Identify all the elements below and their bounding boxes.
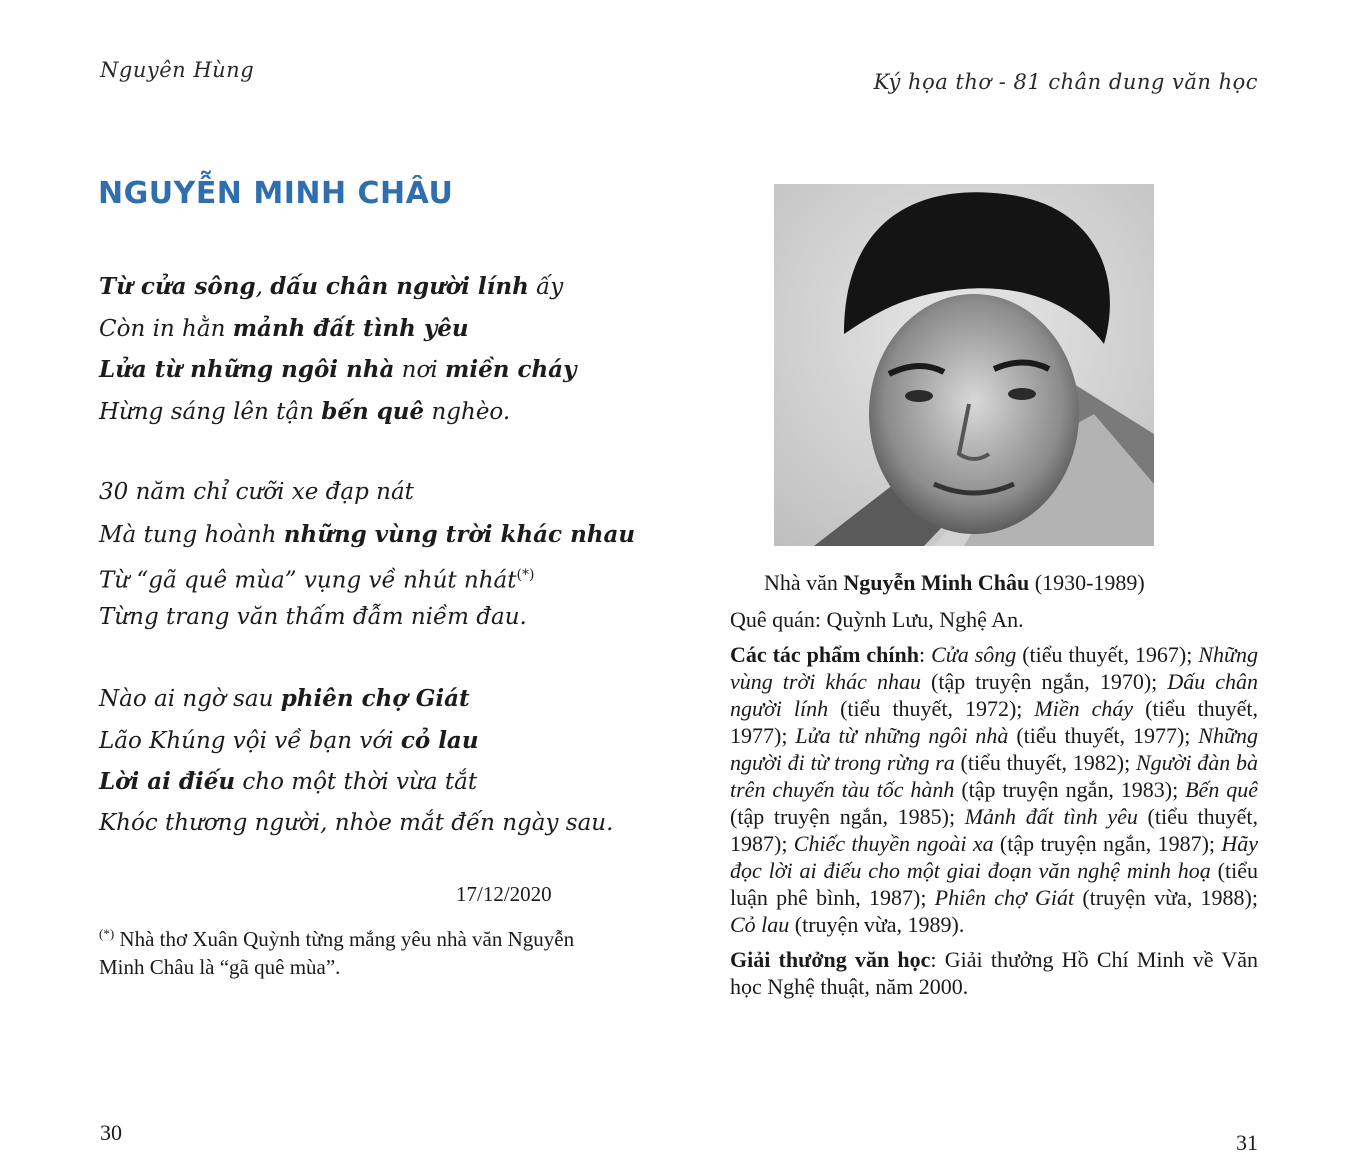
bio-text-run: (tiểu thuyết, 1987); (730, 804, 1259, 856)
bio-text-run: Phiên chợ Giát (934, 885, 1075, 910)
poem-line (99, 761, 619, 803)
page-number-left: 30 (100, 1120, 122, 1145)
poem-line (99, 678, 619, 720)
bio-text-run: Giải thưởng văn học (730, 947, 931, 972)
bio-text-run: (tiểu thuyết, 1977); (730, 696, 1258, 748)
poem-text-run: nghèo. (424, 398, 511, 425)
poem-text-run: Khóc thương người, nhòe mắt đến ngày sau. (99, 809, 614, 836)
poem-text-run: Hừng sáng lên tận (99, 398, 322, 425)
poem-line (99, 266, 619, 308)
bio-text-run: (tập truyện ngắn, 1985); (730, 804, 965, 829)
poem-body (99, 266, 636, 884)
poem-text-run: Từ “gã quê mùa” vụng về nhút nhát (99, 567, 517, 594)
poem-stanza (99, 678, 619, 844)
footnote-mark: (*) (99, 926, 115, 941)
poem-line (99, 720, 619, 762)
poem-stanza (99, 472, 636, 638)
poem-line (99, 597, 619, 639)
poem-text-run: Lửa từ những ngôi nhà (99, 356, 395, 383)
poem-text-run: miền cháy (445, 356, 577, 383)
bio-text-run: (truyện vừa, 1988); (1074, 885, 1259, 910)
poem-text-run: cho một thời vừa tắt (235, 769, 478, 795)
caption-text-run: (1930-1989) (1029, 570, 1145, 595)
bio-text-run: (tiểu thuyết, 1982); (954, 750, 1136, 775)
poem-text-run: Lão Khúng vội về bạn với (99, 727, 401, 754)
bio-text-run: : (918, 642, 932, 667)
poem-text-run: những vùng trời khác nhau (283, 520, 636, 548)
bio-text-run: (tập truyện ngắn, 1983); (954, 777, 1186, 802)
bio-text-run: Những vùng trời khác nhau (730, 642, 1258, 694)
poem-text-run: 30 năm chỉ cưỡi xe đạp nát (99, 479, 414, 505)
caption-text-run: Nhà văn (764, 570, 844, 595)
footnote-text: Nhà thơ Xuân Quỳnh từng mắng yêu nhà văn Nguyễn Minh Châu là “gã quê mùa”. (99, 927, 575, 979)
running-header-author: Nguyên Hùng (100, 58, 255, 82)
bio-text-run: (tập truyện ngắn, 1970); (920, 669, 1168, 694)
bio-text-run: Miền cháy (1034, 696, 1134, 721)
poem-text-run: , (255, 274, 271, 300)
bio-paragraph (730, 606, 1258, 633)
portrait-illustration (774, 184, 1154, 546)
poem-line (99, 472, 619, 514)
poem-text-run: Từng trang văn thấm đẫm niềm đau. (99, 603, 527, 630)
bio-text-run: (tiểu luận phê bình, 1987); (730, 858, 1258, 910)
bio-text-run: (truyện vừa, 1989). (789, 912, 965, 937)
running-header-book-title: Ký họa thơ - 81 chân dung văn học (873, 70, 1258, 94)
footnote (99, 920, 599, 981)
poem-text-run: Lời ai điếu (99, 768, 236, 795)
bio-text-run: (tiểu thuyết, 1972); (828, 696, 1035, 721)
poem-line (99, 514, 636, 556)
bio-text-run: Người đàn bà trên chuyến tàu tốc hành (730, 750, 1258, 802)
poem-text-run: Mà tung hoành (99, 521, 284, 548)
poem-text-run: bến quê (321, 397, 425, 425)
poem-line (99, 391, 619, 433)
poem-text-run: dấu chân người lính (270, 273, 529, 300)
poem-text-run: Còn in hằn (99, 315, 233, 342)
poem-text-run: (*) (516, 567, 535, 583)
poem-text-run: Từ cửa sông (99, 273, 256, 300)
author-bio (730, 606, 1258, 1008)
bio-text-run: Quê quán: Quỳnh Lưu, Nghệ An. (730, 607, 1024, 632)
poem-line (99, 308, 619, 350)
poem-title: NGUYỄN MINH CHÂU (98, 176, 454, 211)
portrait-caption (764, 570, 1145, 596)
poem-line (99, 349, 619, 391)
bio-text-run: Lửa từ những ngôi nhà (795, 723, 1009, 748)
bio-text-run: Cỏ lau (730, 912, 790, 937)
poem-line (99, 803, 619, 845)
poem-line (99, 555, 619, 597)
page-number-right: 31 (1236, 1130, 1258, 1155)
bio-text-run: Dấu chân người lính (730, 669, 1259, 721)
poem-text-run: nơi (394, 357, 446, 383)
poem-date: 17/12/2020 (456, 882, 552, 906)
poem-stanza (99, 266, 619, 432)
poem-text-run: ấy (528, 274, 564, 300)
bio-text-run: Những người đi từ trong rừng ra (730, 723, 1258, 775)
poem-text-run: cỏ lau (400, 726, 479, 754)
bio-text-run: Bến quê (1185, 777, 1258, 802)
bio-text-run: Các tác phẩm chính (730, 642, 919, 667)
poem-text-run: mảnh đất tình yêu (232, 314, 469, 342)
author-portrait-photo (774, 184, 1154, 546)
bio-text-run: Mảnh đất tình yêu (964, 804, 1138, 829)
bio-text-run: (tập truyện ngắn, 1987); (993, 831, 1222, 856)
bio-paragraph (730, 641, 1258, 938)
poem-text-run: phiên chợ Giát (280, 685, 470, 712)
bio-text-run: (tiểu thuyết, 1967); (1016, 642, 1199, 667)
bio-text-run: : Giải thưởng Hồ Chí Minh về Văn học Nghệ thuật, năm 2000. (730, 947, 1258, 999)
bio-text-run: Cửa sông (931, 642, 1017, 667)
bio-text-run: (tiểu thuyết, 1977); (1008, 723, 1199, 748)
bio-text-run: Hãy đọc lời ai điếu cho một giai đoạn văn nghệ minh hoạ (730, 831, 1258, 883)
bio-paragraph (730, 946, 1258, 1000)
bio-text-run: Chiếc thuyền ngoài xa (793, 831, 994, 856)
poem-text-run: Nào ai ngờ sau (99, 686, 281, 712)
caption-text-run: Nguyễn Minh Châu (843, 570, 1030, 595)
